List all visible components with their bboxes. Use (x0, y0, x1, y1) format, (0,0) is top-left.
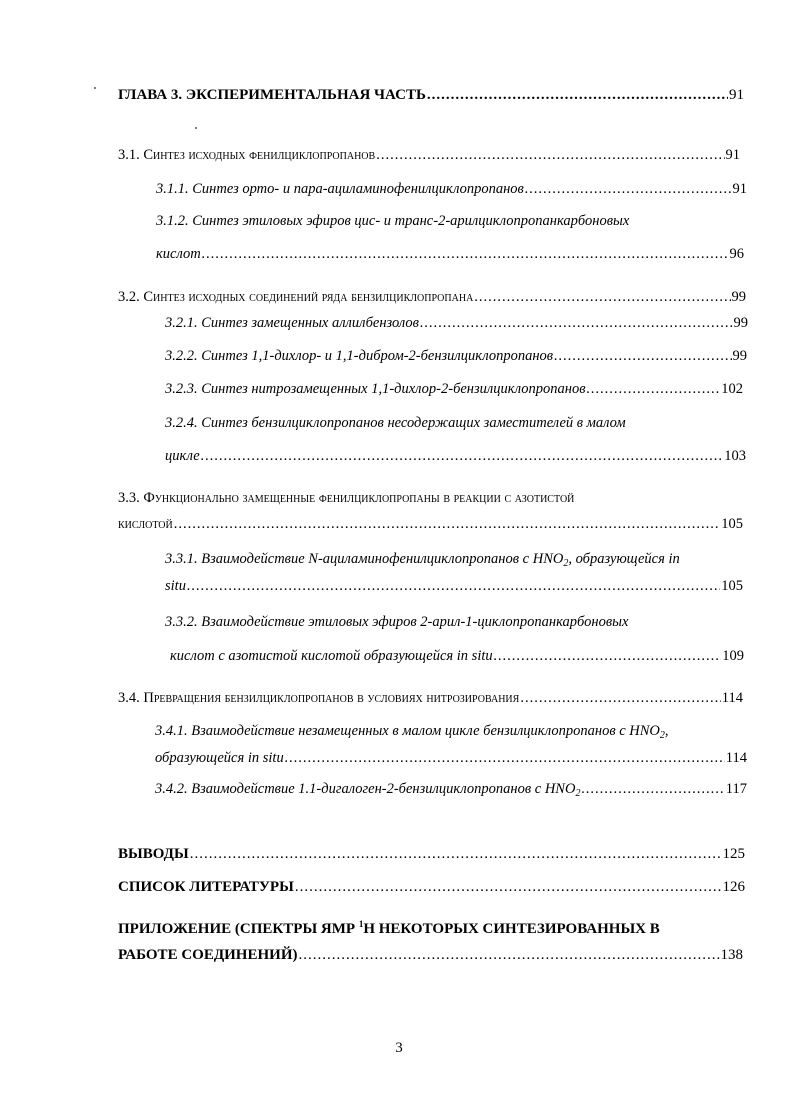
toc-appendix-line1[interactable] (118, 920, 748, 938)
toc-subsection-3-2-2[interactable] (165, 347, 747, 365)
subscript: 2 (563, 558, 569, 569)
toc-subsection-3-1-1[interactable] (156, 180, 747, 198)
toc-subsection-3-2-4-line2[interactable] (165, 447, 746, 465)
toc-entry-title: 3.2.1. Синтез замещенных аллилбензолов (165, 315, 419, 331)
toc-entry-title-continued: кислот (156, 246, 201, 262)
leader-dots (587, 380, 721, 398)
toc-subsection-3-3-2-line1[interactable] (165, 613, 745, 631)
toc-subsection-3-1-2-line2[interactable] (156, 245, 744, 263)
toc-subsection-3-3-1-line1[interactable] (165, 550, 750, 568)
toc-section-3-2[interactable] (118, 288, 746, 306)
toc-entry-title-continued: РАБОТЕ СОЕДИНЕНИЙ) (118, 947, 298, 963)
toc-entry-title-tail: , образующейся in (568, 551, 680, 567)
leader-dots (494, 647, 722, 665)
leader-dots (298, 946, 719, 964)
leader-dots (474, 288, 730, 306)
toc-entry-title: 3.4. Превращения бензилциклопропанов в условиях нитрозирования (118, 690, 520, 706)
leader-dots (201, 447, 724, 465)
toc-page-number: 114 (721, 690, 743, 706)
toc-conclusions[interactable] (118, 845, 745, 863)
toc-entry-title: 3.2.2. Синтез 1,1-дихлор- и 1,1-дибром-2-бензилциклопропанов (165, 348, 554, 364)
toc-page-number: 114 (725, 750, 747, 766)
toc-entry-title: СПИСОК ЛИТЕРАТУРЫ (118, 879, 294, 895)
toc-entry-title: 3.2.3. Синтез нитрозамещенных 1,1-дихлор-2-бензилциклопропанов (165, 381, 586, 397)
toc-subsection-3-4-1-line1[interactable] (155, 722, 745, 740)
toc-appendix-line2[interactable] (118, 946, 743, 964)
toc-page-number: 91 (725, 147, 740, 163)
toc-page-number: 99 (733, 315, 748, 331)
toc-entry-title: 3.2. Синтез исходных соединений ряда бензилциклопропана (118, 289, 474, 305)
toc-entry-title: 3.4.1. Взаимодействие незамещенных в малом цикле бензилциклопропанов с HNO (155, 723, 660, 739)
toc-subsection-3-2-1[interactable] (165, 314, 748, 332)
scan-speck (94, 87, 96, 89)
toc-entry-title: ГЛАВА 3. ЭКСПЕРИМЕНТАЛЬНАЯ ЧАСТЬ (118, 87, 426, 103)
toc-section-3-3-line2[interactable] (118, 515, 743, 533)
toc-references[interactable] (118, 878, 745, 896)
toc-entry-title: 3.3. Функционально замещенные фенилциклопропаны в реакции с азотистой (118, 490, 575, 506)
leader-dots (581, 780, 724, 798)
leader-dots (202, 245, 729, 263)
toc-entry-title: 3.3.1. Взаимодействие N-ациламинофенилциклопропанов с HNO (165, 551, 564, 567)
toc-subsection-3-4-1-line2[interactable] (155, 749, 747, 767)
leader-dots (554, 347, 731, 365)
toc-entry-title-continued: образующейся in situ (155, 750, 284, 766)
toc-page-number: 102 (721, 381, 743, 397)
toc-page-number: 99 (731, 289, 746, 305)
toc-entry-title: 3.4.2. Взаимодействие 1.1-дигалоген-2-бензилциклопропанов с HNO (155, 781, 576, 797)
toc-subsection-3-3-2-line2[interactable] (170, 647, 744, 665)
toc-subsection-3-2-4-line1[interactable] (165, 414, 743, 432)
toc-entry-title: 3.1.1. Синтез орто- и пара-ациламинофенилциклопропанов (156, 181, 524, 197)
leader-dots (420, 314, 733, 332)
toc-subsection-3-4-2[interactable] (155, 780, 747, 798)
page-number: 3 (395, 1040, 403, 1056)
toc-entry-title: 3.2.4. Синтез бензилциклопропанов несодержащих заместителей в малом (165, 415, 626, 431)
toc-page-number: 125 (722, 846, 745, 862)
toc-page-number: 91 (732, 181, 747, 197)
toc-entry-title: 3.1.2. Синтез этиловых эфиров цис- и транс-2-арилциклопропанкарбоновых (156, 213, 630, 229)
leader-dots (295, 878, 722, 896)
leader-dots (174, 515, 721, 533)
superscript: 1 (358, 919, 364, 929)
leader-dots (520, 689, 720, 707)
toc-entry-title-continued: цикле (165, 448, 200, 464)
toc-entry-title-tail: , (664, 723, 669, 739)
toc-page-number: 126 (722, 879, 745, 895)
leader-dots (190, 845, 722, 863)
toc-section-3-3-line1[interactable] (118, 489, 748, 507)
toc-page-number: 99 (732, 348, 747, 364)
toc-page-number: 138 (720, 947, 743, 963)
toc-entry-title-continued: кислот с азотистой кислотой образующейся in situ (170, 648, 493, 664)
subscript: 2 (659, 730, 665, 741)
toc-page-number: 91 (729, 87, 744, 103)
toc-entry-title-continued: situ (165, 578, 186, 594)
leader-dots (285, 749, 725, 767)
toc-section-3-4[interactable] (118, 689, 743, 707)
toc-chapter3[interactable] (118, 86, 744, 104)
toc-page-number: 109 (722, 648, 744, 664)
toc-page-number: 117 (725, 781, 747, 797)
toc-page-number: 96 (729, 246, 744, 262)
toc-entry-title: 3.1. Синтез исходных фенилциклопропанов (118, 147, 376, 163)
toc-page-number: 105 (721, 516, 743, 532)
toc-page-number: 105 (721, 578, 743, 594)
toc-section-3-1[interactable] (118, 146, 740, 164)
toc-entry-title: ПРИЛОЖЕНИЕ (СПЕКТРЫ ЯМР (118, 921, 359, 937)
toc-entry-title-continued: кислотой (118, 516, 173, 532)
toc-page-number: 103 (724, 448, 746, 464)
leader-dots (525, 180, 732, 198)
leader-dots (427, 86, 728, 104)
toc-entry-title-tail: Н НЕКОТОРЫХ СИНТЕЗИРОВАННЫХ В (363, 921, 660, 937)
toc-subsection-3-3-1-line2[interactable] (165, 577, 743, 595)
subscript: 2 (575, 788, 581, 799)
scan-speck (195, 127, 197, 129)
leader-dots (187, 577, 720, 595)
toc-subsection-3-1-2-line1[interactable] (156, 212, 747, 230)
toc-subsection-3-2-3[interactable] (165, 380, 743, 398)
toc-entry-title: ВЫВОДЫ (118, 846, 189, 862)
leader-dots (376, 146, 724, 164)
toc-entry-title: 3.3.2. Взаимодействие этиловых эфиров 2-арил-1-циклопропанкарбоновых (165, 614, 629, 630)
